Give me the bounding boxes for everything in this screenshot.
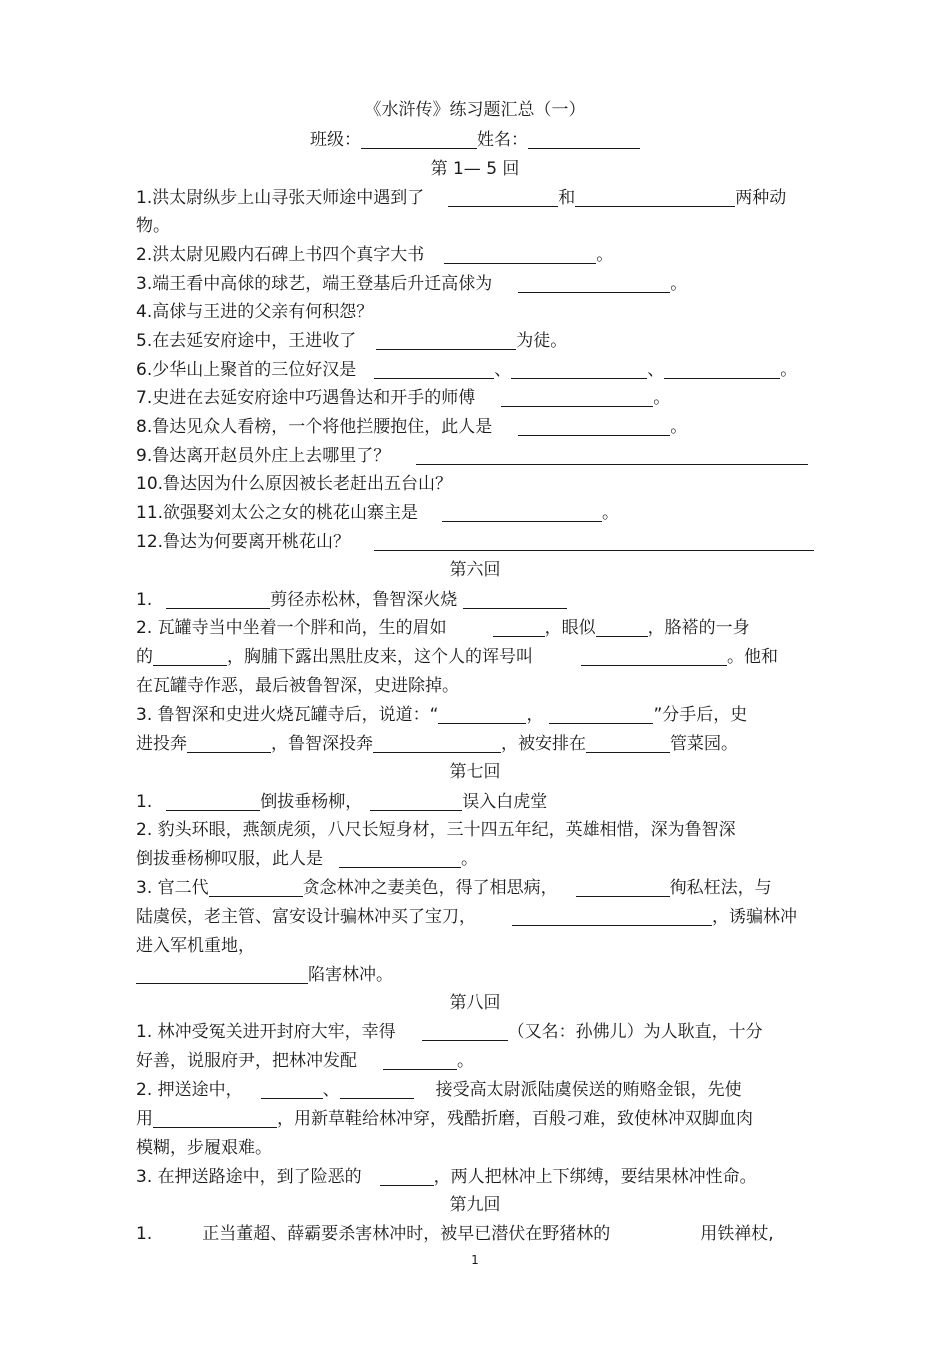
name-blank[interactable] [528, 130, 640, 149]
question-line: 陆虞侯，老主管、富安设计骗林冲买了宝刀， ，诱骗林冲 [136, 907, 797, 927]
answer-blank[interactable] [511, 360, 647, 379]
answer-blank[interactable] [340, 1080, 414, 1099]
question-line: 2. 押送途中， 、 接受高太尉派陆虞侯送的贿赂金银，先使 [136, 1080, 742, 1100]
answer-blank[interactable] [581, 647, 727, 666]
class-blank[interactable] [361, 130, 477, 149]
section-heading: 第 1— 5 回 [430, 159, 520, 179]
answer-blank[interactable] [596, 618, 648, 637]
question-line: 10.鲁达因为什么原因被长老赶出五台山？ [136, 474, 453, 494]
question-line: 1.洪太尉纵步上山寻张天师途中遇到了 和 两种动 [136, 188, 787, 208]
answer-blank[interactable] [422, 1022, 508, 1041]
question-line: 进入军机重地， [136, 936, 255, 956]
answer-blank[interactable] [463, 590, 567, 609]
answer-blank[interactable] [549, 705, 653, 724]
answer-blank[interactable] [493, 618, 545, 637]
answer-blank[interactable] [575, 188, 735, 207]
answer-blank[interactable] [518, 417, 670, 436]
question-line: 3. 官二代 贪念林冲之妻美色，得了相思病， 徇私枉法，与 [136, 878, 772, 898]
answer-blank[interactable] [586, 734, 670, 753]
page-number: 1 [471, 1253, 479, 1267]
answer-blank[interactable] [380, 1167, 434, 1186]
answer-blank[interactable] [261, 1080, 323, 1099]
question-line: 1. 倒拔垂杨柳， 误入白虎堂 [136, 792, 548, 812]
class-label: 班级： [310, 130, 361, 150]
answer-blank[interactable] [448, 188, 558, 207]
answer-blank[interactable] [438, 705, 526, 724]
answer-blank[interactable] [518, 274, 670, 293]
question-line: 2.洪太尉见殿内石碑上书四个真字大书 。 [136, 245, 614, 265]
question-line: 陷害林冲。 [136, 963, 393, 987]
answer-blank[interactable] [153, 647, 227, 666]
question-line: 物。 [136, 216, 170, 236]
question-line: 1. 剪径赤松林，鲁智深火烧 [136, 588, 567, 612]
question-line: 用 ，用新草鞋给林冲穿，残酷折磨，百般刁难，致使林冲双脚血肉 [136, 1109, 753, 1129]
answer-blank[interactable] [374, 532, 814, 551]
question-line: 5.在去延安府途中，王进收了 为徒。 [136, 331, 568, 351]
answer-blank[interactable] [339, 849, 461, 868]
class-name-line [0, 128, 950, 152]
question-line: 7.史进在去延安府途中巧遇鲁达和开手的师傅 。 [136, 388, 671, 408]
answer-blank[interactable] [209, 878, 303, 897]
question-line: 11.欲强娶刘太公之女的桃花山寨主是 。 [136, 503, 620, 523]
question-line: 12.鲁达为何要离开桃花山？ [136, 530, 814, 554]
question-line: 2. 豹头环眼，燕颔虎须，八尺长短身材，三十四五年纪，英雄相惜，深为鲁智深 [136, 820, 736, 840]
answer-blank[interactable] [416, 446, 808, 465]
answer-blank[interactable] [444, 245, 596, 264]
answer-blank[interactable] [374, 360, 494, 379]
answer-blank[interactable] [501, 388, 653, 407]
answer-blank[interactable] [166, 792, 260, 811]
question-line: 进投奔 ，鲁智深投奔 ，被安排在 管菜园。 [136, 734, 738, 754]
answer-blank[interactable] [153, 1109, 277, 1128]
answer-blank[interactable] [664, 360, 780, 379]
question-line: 2. 瓦罐寺当中坐着一个胖和尚，生的眉如 ，眼似 ，胳褡的一身 [136, 618, 750, 638]
answer-blank[interactable] [576, 878, 670, 897]
page-title: 《水浒传》练习题汇总（一） [364, 100, 586, 120]
answer-blank[interactable] [442, 503, 602, 522]
answer-blank[interactable] [166, 590, 270, 609]
question-line: 3. 在押送路途中，到了险恶的 ，两人把林冲上下绑缚，要结果林冲性命。 [136, 1167, 757, 1187]
question-line: 倒拔垂杨柳叹服，此人是 。 [136, 849, 478, 869]
answer-blank[interactable] [376, 331, 516, 350]
question-line: 1. 正当董超、薛霸要杀害林冲时，被早已潜伏在野猪林的 用铁禅杖, [136, 1224, 774, 1244]
question-line: 6.少华山上聚首的三位好汉是 、 、 。 [136, 360, 798, 380]
answer-blank[interactable] [136, 965, 308, 984]
question-line: 模糊，步履艰难。 [136, 1138, 272, 1158]
question-line: 1. 林冲受冤关进开封府大牢，幸得 （又名：孙佛儿）为人耿直，十分 [136, 1022, 763, 1042]
answer-blank[interactable] [512, 907, 712, 926]
question-line: 4.高俅与王进的父亲有何积怨？ [136, 302, 374, 322]
question-line: 9.鲁达离开赵员外庄上去哪里了？ [136, 444, 808, 468]
section-heading: 第九回 [449, 1195, 501, 1215]
name-label: 姓名： [477, 130, 528, 150]
question-line: 好善，说服府尹，把林冲发配 。 [136, 1051, 474, 1071]
question-line: 在瓦罐寺作恶，最后被鲁智深，史进除掉。 [136, 676, 459, 696]
answer-blank[interactable] [370, 792, 462, 811]
answer-blank[interactable] [373, 734, 501, 753]
question-line: 3.端王看中高俅的球艺，端王登基后升迁高俅为 。 [136, 274, 688, 294]
question-line: 3. 鲁智深和史进火烧瓦罐寺后，说道：“ ， ”分手后，史 [136, 705, 748, 725]
answer-blank[interactable] [383, 1051, 457, 1070]
question-line: 的 ，胸脯下露出黑肚皮来，这个人的诨号叫 。他和 [136, 647, 778, 667]
section-heading: 第七回 [449, 762, 501, 782]
section-heading: 第六回 [449, 560, 501, 580]
answer-blank[interactable] [187, 734, 271, 753]
section-heading: 第八回 [449, 993, 501, 1013]
question-line: 8.鲁达见众人看榜，一个将他拦腰抱住，此人是 。 [136, 417, 688, 437]
